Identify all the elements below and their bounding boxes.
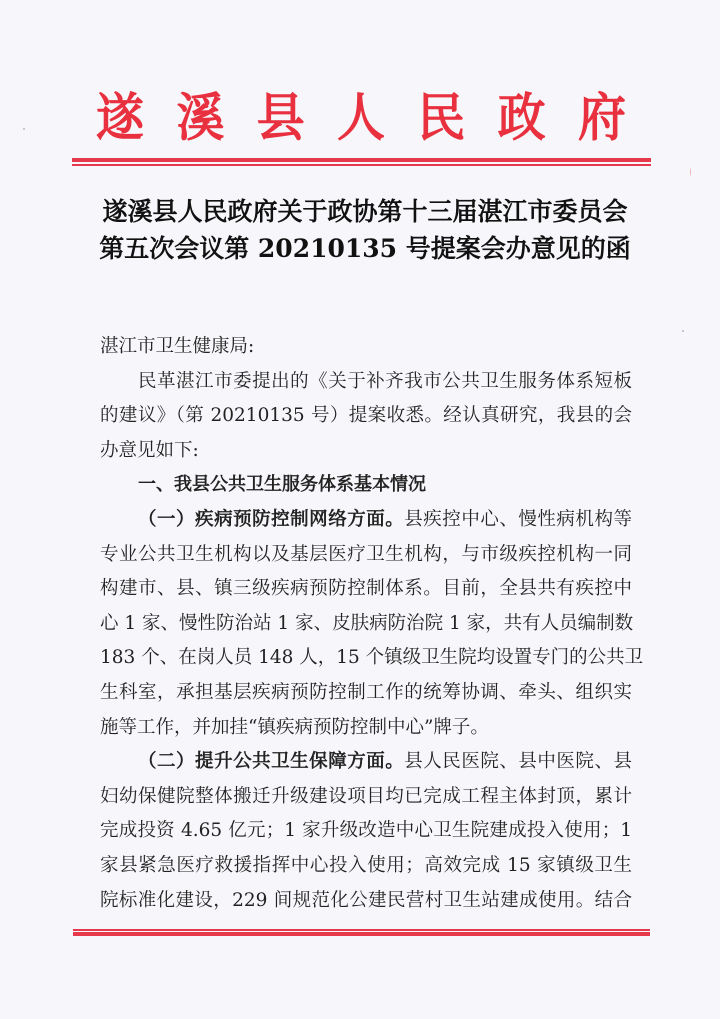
- body-line: 心 1 家、慢性防治站 1 家、皮肤病防治院 1 家，共有人员编制数: [100, 612, 634, 634]
- footer-red-rule: [73, 929, 650, 938]
- letterhead-char: 府: [577, 87, 626, 149]
- letterhead-char: 溪: [176, 87, 225, 149]
- intro-line: 办意见如下:: [100, 439, 199, 461]
- subsection-2-text: 县人民医院、县中医院、县: [404, 751, 632, 773]
- document-title: [95, 193, 635, 267]
- intro-line: 的建议》（第 20210135 号）提案收悉。经认真研究，我县的会: [100, 405, 632, 427]
- body-line: 施等工作，并加挂“镇疾病预防控制中心”牌子。: [100, 716, 489, 738]
- subsection-1-label: （一）疾病预防控制网络方面。: [138, 508, 405, 530]
- rule-thin: [73, 929, 650, 931]
- salutation: 湛江市卫生健康局:: [100, 336, 255, 357]
- rule-thick: [73, 932, 650, 936]
- subsection-1-first-line: [100, 503, 632, 538]
- body-line: 专业公共卫生机构以及基层医疗卫生机构，与市级疾控机构一同: [100, 543, 632, 565]
- title-line-2: 第五次会议第 20210135 号提案会办意见的函: [99, 234, 631, 263]
- letterhead-char: 人: [336, 87, 385, 149]
- scan-speck: [682, 330, 684, 332]
- letterhead-red-rule: [72, 158, 651, 167]
- body-line: 院标准化建设，229 间规范化公建民营村卫生站建成使用。结合: [100, 889, 632, 911]
- intro-line: 民革湛江市委提出的《关于补齐我市公共卫生服务体系短板: [138, 370, 632, 392]
- document-body: [100, 330, 644, 918]
- letterhead-char: 遂: [96, 87, 145, 149]
- letterhead-char: 县: [256, 87, 305, 149]
- scan-speck: [23, 128, 25, 130]
- subsection-2-label: （二）提升公共卫生保障方面。: [138, 751, 405, 773]
- rule-thick: [72, 158, 651, 162]
- section-heading-1: 一、我县公共卫生服务体系基本情况: [138, 474, 426, 496]
- body-line: 妇幼保健院整体搬迁升级建设项目均已完成工程主体封顶，累计: [100, 785, 632, 807]
- letterhead-char: 民: [417, 87, 466, 149]
- body-line: 生科室，承担基层疾病预防控制工作的统筹协调、牵头、组织实: [100, 681, 632, 703]
- rule-thin: [72, 164, 651, 166]
- body-line: 构建市、县、镇三级疾病预防控制体系。目前，全县共有疾控中: [100, 578, 632, 600]
- scan-speck: [690, 168, 691, 176]
- subsection-1-text: 县疾控中心、慢性病机构等: [404, 508, 632, 530]
- letterhead-char: 政: [497, 87, 546, 149]
- title-line-1: 遂溪县人民政府关于政协第十三届湛江市委员会: [102, 197, 628, 226]
- body-line: 家县紧急医疗救援指挥中心投入使用；高效完成 15 家镇级卫生: [100, 854, 632, 876]
- letterhead: [96, 88, 626, 148]
- body-line: 183 个、在岗人员 148 人，15 个镇级卫生院均设置专门的公共卫: [100, 647, 644, 669]
- subsection-2-first-line: [100, 745, 632, 780]
- body-line: 完成投资 4.65 亿元；1 家升级改造中心卫生院建成投入使用；1: [100, 820, 632, 842]
